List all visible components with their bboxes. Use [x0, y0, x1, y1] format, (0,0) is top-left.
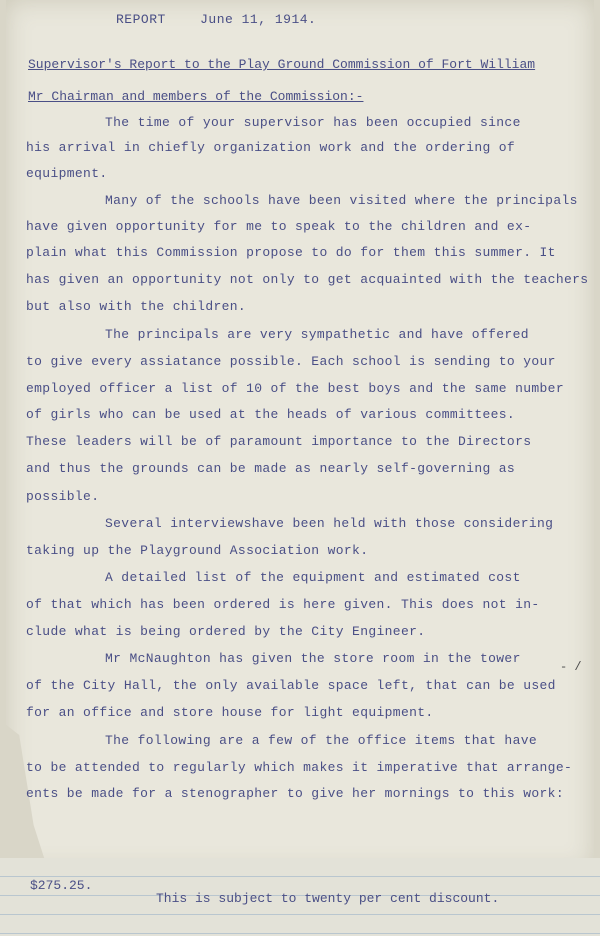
body-line: These leaders will be of paramount importance to the Directors	[26, 434, 532, 449]
body-line: clude what is being ordered by the City Engineer.	[26, 624, 426, 639]
body-line: of that which has been ordered is here given. This does not in-	[26, 597, 540, 612]
body-line: to be attended to regularly which makes it imperative that arrange-	[26, 760, 573, 775]
body-line: of girls who can be used at the heads of various committees.	[26, 407, 516, 422]
body-line: possible.	[26, 489, 100, 504]
body-line: Several interviewshave been held with those considering	[105, 516, 554, 531]
report-title: Supervisor's Report to the Play Ground Commission of Fort William	[28, 57, 536, 72]
salutation: Mr Chairman and members of the Commission:-	[28, 89, 364, 104]
body-line: of the City Hall, the only available space left, that can be used	[26, 678, 556, 693]
body-line: Many of the schools have been visited where the principals	[105, 193, 578, 208]
report-header	[116, 12, 342, 27]
body-line: his arrival in chiefly organization work and the ordering of	[26, 140, 516, 155]
body-line: equipment.	[26, 166, 108, 181]
body-line: for an office and store house for light equipment.	[26, 705, 434, 720]
discount-note: This is subject to twenty per cent discount.	[156, 891, 500, 906]
body-line: ents be made for a stenographer to give her mornings to this work:	[26, 786, 564, 801]
body-line: and thus the grounds can be made as nearly self-governing as	[26, 461, 516, 476]
body-line: but also with the children.	[26, 299, 247, 314]
body-line: The principals are very sympathetic and have offered	[105, 327, 529, 342]
body-line: The time of your supervisor has been occupied since	[105, 115, 521, 130]
amount-total: $275.25.	[30, 878, 93, 893]
body-line: A detailed list of the equipment and estimated cost	[105, 570, 521, 585]
margin-mark: - /	[560, 660, 582, 674]
report-date: June 11, 1914.	[200, 12, 317, 27]
body-line: has given an opportunity not only to get acquainted with the teachers	[26, 272, 589, 287]
body-line: to give every assiatance possible. Each school is sending to your	[26, 354, 556, 369]
body-line: plain what this Commission propose to do for them this summer. It	[26, 245, 556, 260]
body-line: The following are a few of the office items that have	[105, 733, 538, 748]
report-label: REPORT	[116, 12, 166, 27]
body-line: have given opportunity for me to speak to the children and ex-	[26, 219, 532, 234]
body-line: taking up the Playground Association work.	[26, 543, 369, 558]
body-line: employed officer a list of 10 of the best boys and the same number	[26, 381, 564, 396]
body-line: Mr McNaughton has given the store room in the tower	[105, 651, 521, 666]
